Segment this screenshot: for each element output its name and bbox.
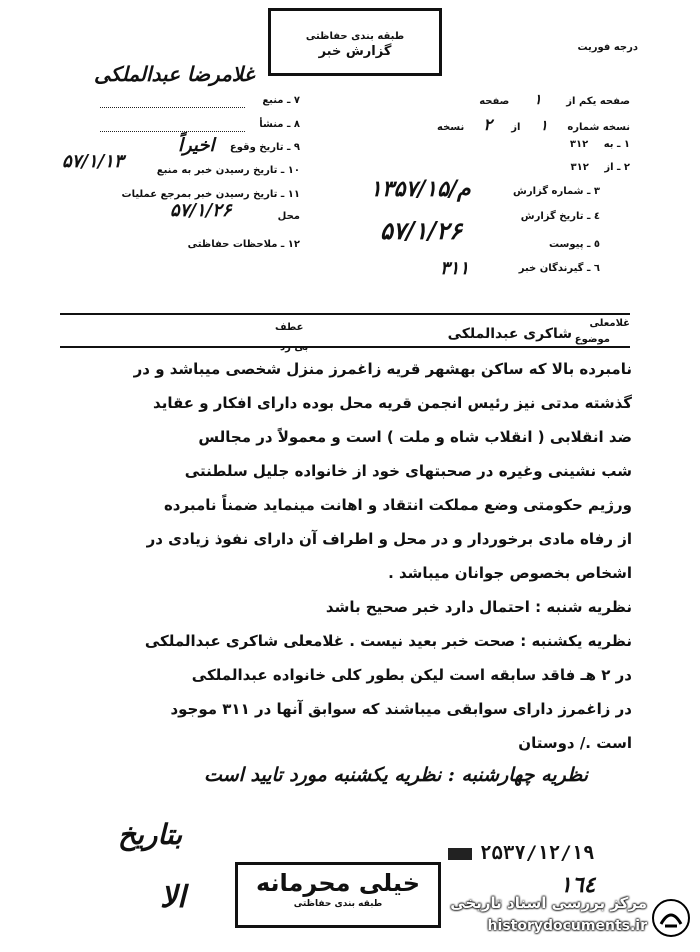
signature: بتاریخ xyxy=(118,818,183,851)
watermark-name: مرکز بررسی اسناد تاریخی xyxy=(450,894,647,912)
occurrence-date-value: اخیراً xyxy=(178,135,215,156)
body-line: شب نشینی وغیره در صحبتهای خود از خانواده جلیل سلطنتی xyxy=(184,462,632,480)
origin-dots xyxy=(100,131,245,132)
body-line: ضد انقلابی ( انقلاب شاه و ملت ) است و معمولاً در مجالس xyxy=(198,428,632,446)
archive-logo-icon xyxy=(651,898,691,938)
classification-bottom: خیلی محرمانه xyxy=(255,869,421,897)
operations-receipt-date-field: ١١ ـ تاریخ رسیدن خبر بمرجع عملیات xyxy=(121,189,300,200)
from-field: ۲ ـ از ۳۱۲ xyxy=(570,162,630,173)
report-number-value: ۱۳۵۷/۱۵/م xyxy=(370,176,471,202)
page-field: صفحه یکم از ۱ صفحه xyxy=(479,92,630,108)
source-dots xyxy=(100,107,245,108)
recipients-value: ۳۱۱ xyxy=(440,258,470,279)
body-line: در زاغمرز دارای سوابقی میباشند که سوابق آنها در ۳۱۱ موجود xyxy=(170,700,632,718)
header-divider xyxy=(60,313,630,315)
to-field: ۱ ـ به ۳۱۲ xyxy=(569,139,630,150)
source-receipt-date-value: ۵۷/۱/۱۳ xyxy=(62,151,124,172)
body-line: نامبرده بالا که ساکن بهشهر قریه زاغمرز منزل شخصی میباشد و در xyxy=(133,360,632,378)
report-title: گزارش خبر xyxy=(318,44,392,59)
body-line: گذشته مدتی نیز رئیس انجمن قریه محل بوده دارای افکار و عقاید xyxy=(153,394,632,412)
stamp-noise xyxy=(448,848,472,860)
watermark-url: historydocuments.ir xyxy=(487,918,647,934)
location-value: ۵۷/۱/۲۶ xyxy=(170,200,232,221)
subject-prefix: غلامعلی xyxy=(589,318,630,329)
date-stamp xyxy=(440,838,612,870)
attachment-field: ٥ ـ پیوست xyxy=(548,239,600,250)
copy-number-field: نسخه شماره ۱ از ۲ نسخه xyxy=(437,115,630,134)
attachment-ref-label: عطف xyxy=(275,322,304,333)
body-line: از رفاه مادی برخوردار و در محل و اطراف آن دارای نفوذ زیادی در xyxy=(146,530,632,548)
report-date-field: ٤ ـ تاریخ گزارش xyxy=(520,211,600,222)
subject-value: شاکری عبدالملکی xyxy=(447,326,572,342)
classification-bottom-sub: طبقه بندی حفاظتی xyxy=(293,899,383,909)
source-field: ٧ ـ منبع xyxy=(262,95,300,106)
page-number: ۱٦٤ xyxy=(560,872,596,898)
handwritten-note: نظریه چهارشنبه : نظریه یکشنبه مورد تایید است xyxy=(204,764,588,786)
body-line: در ۲ هـ فاقد سابقه است لیکن بطور کلی خانواده عبدالملکی xyxy=(191,666,632,684)
security-notes-field: ١٢ ـ ملاحظات حفاظتی xyxy=(187,239,300,250)
report-number-field: ۳ ـ شماره گزارش xyxy=(513,186,600,197)
bottom-classification-stamp xyxy=(235,862,441,928)
urgency-label: درجه فوریت xyxy=(577,42,638,53)
subject-label: موضوع xyxy=(574,334,610,345)
left-mark: الا xyxy=(160,880,186,915)
body-line: ورژیم حکومتی وضع مملکت انتقاد و اهانت مینماید ضمناً نامبرده xyxy=(163,496,632,514)
origin-field: ٨ ـ منشأ xyxy=(259,119,300,130)
body-line: نظریه یکشنبه : صحت خبر بعید نیست . غلامعلی شاکری عبدالملکی xyxy=(144,632,632,650)
handwritten-name: غلامرضا عبدالملکی xyxy=(94,62,255,86)
body-line: اشخاص بخصوص جوانان میباشد . xyxy=(388,564,632,582)
body-line: نظریه شنبه : احتمال دارد خبر صحیح باشد xyxy=(325,598,632,616)
source-receipt-date-field: ١٠ ـ تاریخ رسیدن خبر به منبع xyxy=(156,165,300,176)
date-stamp-value: ۲۵۳۷/۱۲/۱۹ xyxy=(480,842,595,864)
report-date-value: ۵۷/۱/۲۶ xyxy=(380,216,462,245)
body-line: است ./ دوستان xyxy=(518,734,632,752)
subject-underline xyxy=(60,346,630,348)
attachment-ref-value: بی رد xyxy=(280,342,309,353)
classification-top: طبقه بندی حفاظتی xyxy=(305,31,405,42)
recipients-field: ٦ ـ گیرندگان خبر xyxy=(518,263,600,274)
top-classification-stamp xyxy=(268,8,442,76)
location-field: محل xyxy=(277,211,300,222)
archive-watermark xyxy=(440,890,695,948)
occurrence-date-field: ٩ ـ تاریخ وقوع xyxy=(229,142,300,153)
